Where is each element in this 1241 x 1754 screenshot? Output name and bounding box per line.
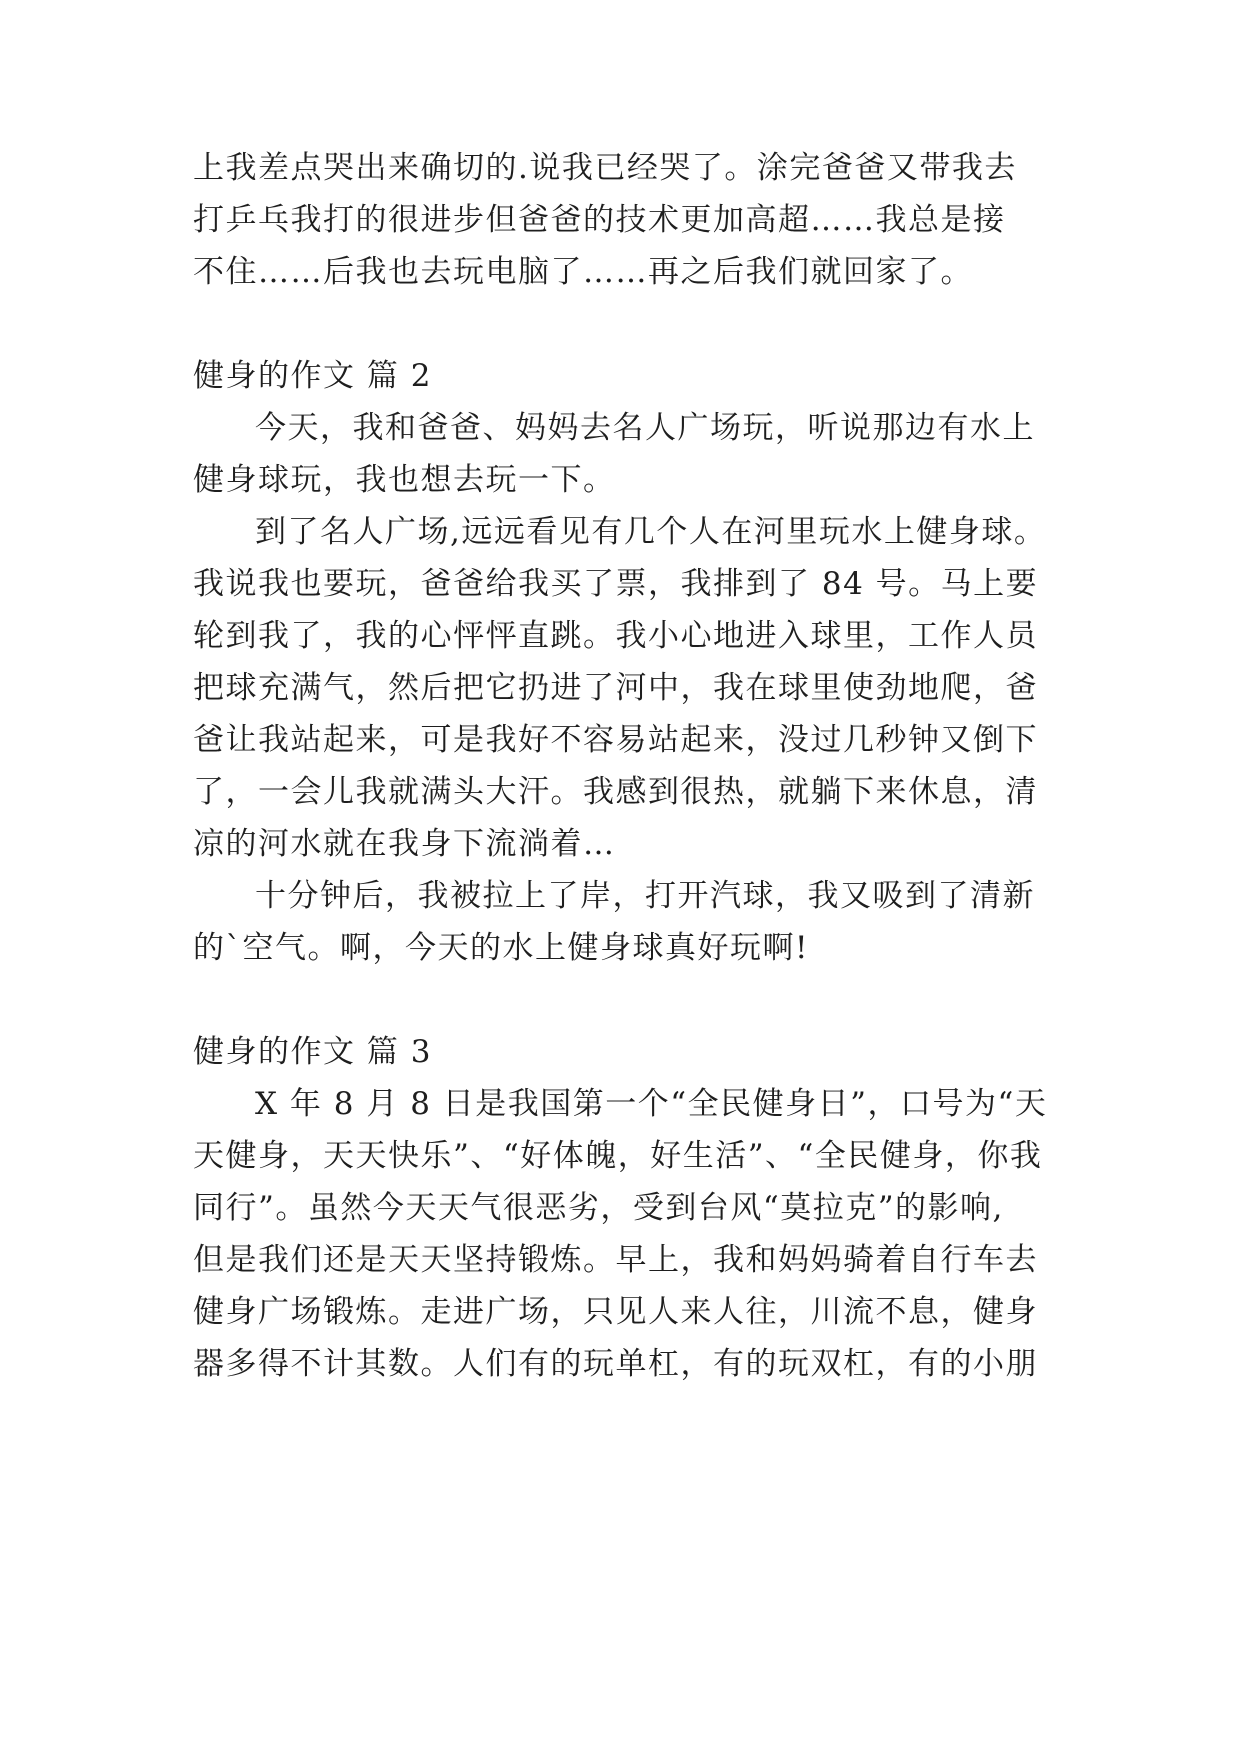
paragraph-line: 凉的河水就在我身下流淌着… [193,826,616,862]
paragraph-line: 不住……后我也去玩电脑了……再之后我们就回家了。 [193,254,973,290]
paragraph-line: 的`空气。啊，今天的水上健身球真好玩啊! [193,930,809,966]
paragraph-line: 天健身，天天快乐”、“好体魄，好生活”、“全民健身，你我 [193,1138,1043,1174]
paragraph-line: 同行”。虽然今天天气很恶劣，受到台风“莫拉克”的影响, [193,1190,1004,1226]
paragraph-line: 器多得不计其数。人们有的玩单杠，有的玩双杠，有的小朋 [193,1346,1038,1382]
paragraph-line: X 年 8 月 8 日是我国第一个“全民健身日”，口号为“天 [255,1086,1048,1122]
section-heading: 健身的作文 篇 3 [193,1034,432,1070]
paragraph-line: 了，一会儿我就满头大汗。我感到很热，就躺下来休息，清 [193,774,1038,810]
section-heading: 健身的作文 篇 2 [193,358,432,394]
paragraph-line: 健身球玩，我也想去玩一下。 [193,462,616,498]
paragraph-line: 到了名人广场,远远看见有几个人在河里玩水上健身球。 [255,514,1047,550]
paragraph-line: 轮到我了，我的心怦怦直跳。我小心地进入球里，工作人员 [193,618,1038,654]
paragraph-line: 上我差点哭出来确切的.说我已经哭了。涂完爸爸又带我去 [193,150,1017,186]
paragraph-line: 爸让我站起来，可是我好不容易站起来，没过几秒钟又倒下 [193,722,1038,758]
paragraph-line: 我说我也要玩，爸爸给我买了票，我排到了 84 号。马上要 [193,566,1039,602]
paragraph-line: 打乒乓我打的很进步但爸爸的技术更加高超……我总是接 [193,202,1006,238]
paragraph-line: 今天，我和爸爸、妈妈去名人广场玩，听说那边有水上 [255,410,1035,446]
paragraph-line: 把球充满气，然后把它扔进了河中，我在球里使劲地爬，爸 [193,670,1038,706]
paragraph-line: 健身广场锻炼。走进广场，只见人来人往，川流不息，健身 [193,1294,1038,1330]
paragraph-line: 但是我们还是天天坚持锻炼。早上，我和妈妈骑着自行车去 [193,1242,1038,1278]
paragraph-line: 十分钟后，我被拉上了岸，打开汽球，我又吸到了清新 [255,878,1035,914]
